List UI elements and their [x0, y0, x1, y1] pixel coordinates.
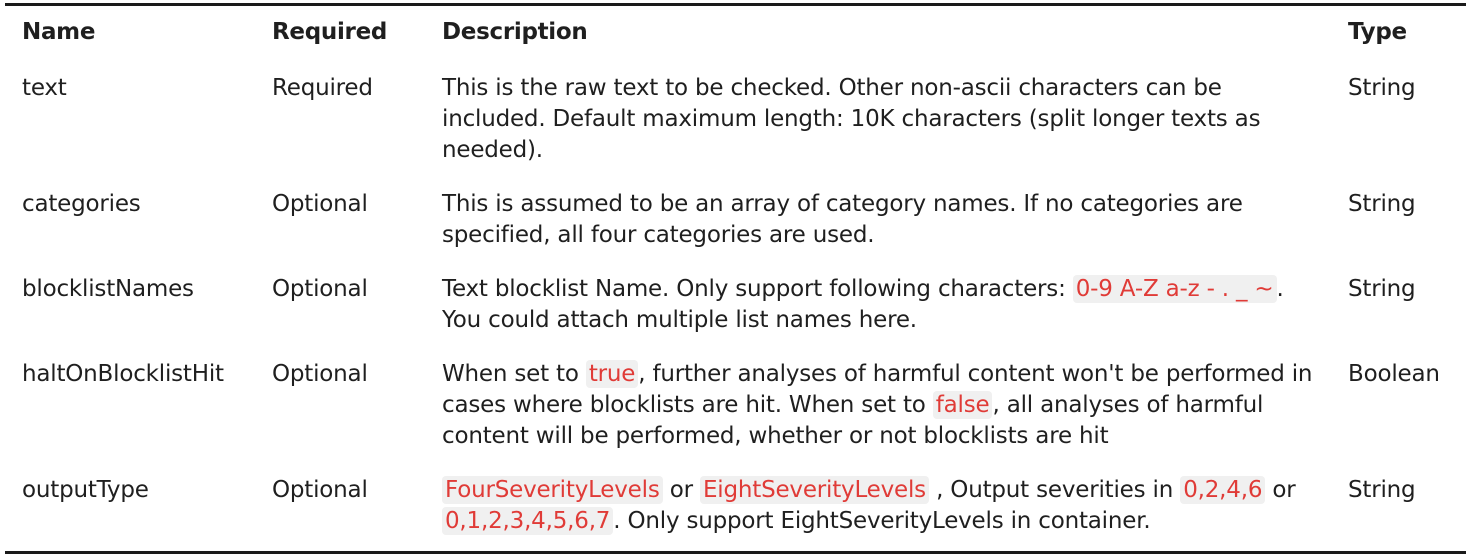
header-description: Description — [442, 19, 588, 45]
description-text: When set to — [442, 361, 586, 387]
table-row — [5, 64, 1466, 180]
param-type: String — [1348, 276, 1416, 302]
param-description — [425, 180, 1331, 265]
inline-code: false — [933, 391, 993, 419]
param-type: Boolean — [1348, 361, 1440, 387]
param-name: blocklistNames — [22, 276, 194, 302]
table-row — [5, 466, 1466, 553]
param-description — [425, 350, 1331, 466]
description-text: or — [662, 477, 700, 503]
table-header-row — [5, 5, 1466, 65]
table-row — [5, 180, 1466, 265]
param-description — [425, 64, 1331, 180]
param-type: String — [1348, 477, 1416, 503]
table-row — [5, 265, 1466, 350]
description-text: . You could attach multiple list names here. — [442, 276, 1284, 333]
param-description — [425, 265, 1331, 350]
param-name: outputType — [22, 477, 149, 503]
param-type: String — [1348, 75, 1416, 101]
param-required: Optional — [272, 477, 368, 503]
param-name: text — [22, 75, 67, 101]
param-name: haltOnBlocklistHit — [22, 361, 224, 387]
parameters-table — [5, 3, 1466, 554]
description-text: , all analyses of harmful content will be performed, whether or not blocklists are hit — [442, 392, 1264, 449]
inline-code: EightSeverityLevels — [700, 476, 929, 504]
description-text: Text blocklist Name. Only support following characters: — [442, 276, 1073, 302]
table-row — [5, 350, 1466, 466]
description-text: This is assumed to be an array of category names. If no categories are specified, all four categories are used. — [442, 191, 1243, 248]
param-required: Optional — [272, 191, 368, 217]
header-type: Type — [1348, 19, 1407, 45]
param-required: Optional — [272, 276, 368, 302]
description-text: This is the raw text to be checked. Other non-ascii characters can be included. Default maximum length: 10K characters (split longer texts as needed). — [442, 75, 1261, 163]
header-name: Name — [22, 19, 96, 45]
inline-code: FourSeverityLevels — [442, 476, 663, 504]
description-text: , Output severities in — [928, 477, 1181, 503]
inline-code: 0,2,4,6 — [1180, 476, 1265, 504]
inline-code: 0,1,2,3,4,5,6,7 — [442, 507, 613, 535]
param-required: Required — [272, 75, 373, 101]
inline-code: true — [586, 360, 638, 388]
param-name: categories — [22, 191, 141, 217]
description-text: or — [1265, 477, 1296, 503]
param-required: Optional — [272, 361, 368, 387]
inline-code: 0-9 A-Z a-z - . _ ~ — [1073, 275, 1277, 303]
param-description — [425, 466, 1331, 553]
param-type: String — [1348, 191, 1416, 217]
description-text: . Only support EightSeverityLevels in container. — [613, 508, 1151, 534]
description-text: , further analyses of harmful content won't be performed in cases where blocklists are hit. When set to — [442, 361, 1313, 418]
header-required: Required — [272, 19, 388, 45]
